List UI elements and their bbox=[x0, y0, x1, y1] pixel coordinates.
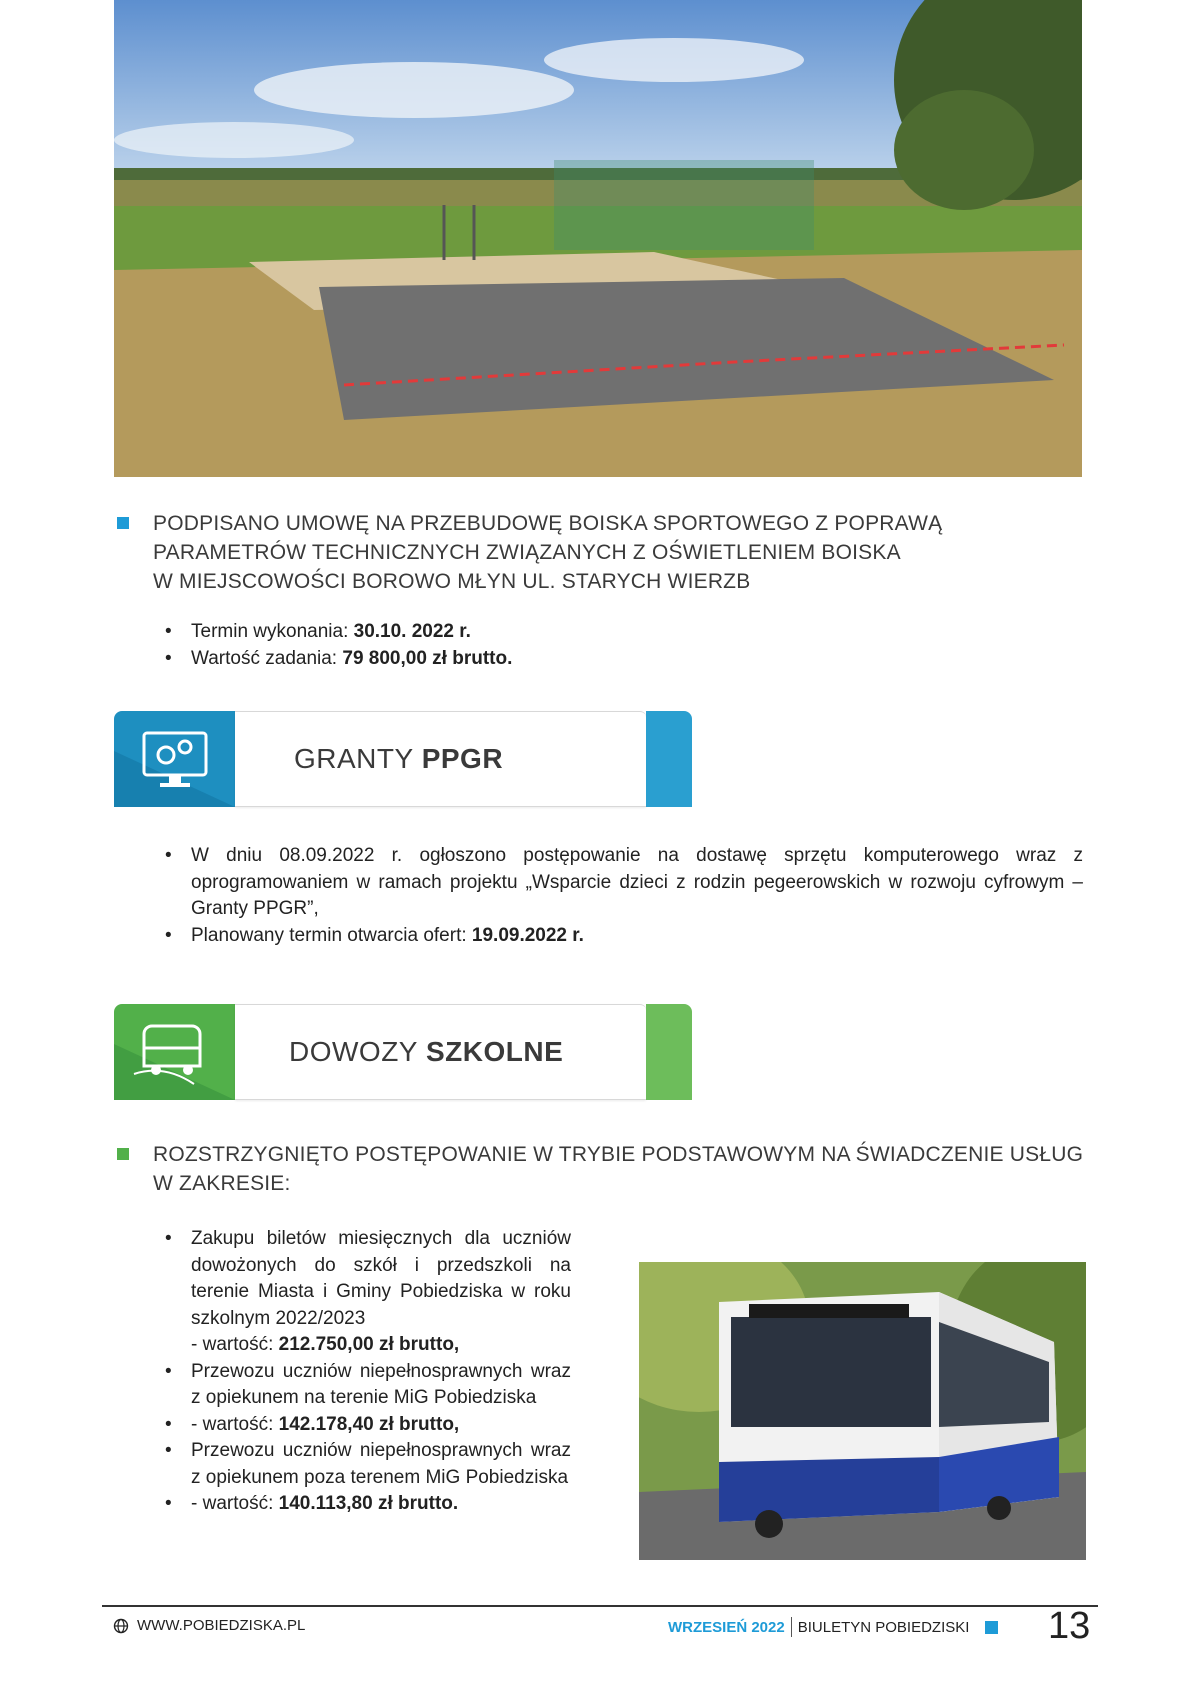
list-item: • Planowany termin otwarcia ofert: 19.09.2022 r. bbox=[163, 923, 1083, 950]
heading-line: W MIEJSCOWOŚCI BOROWO MŁYN UL. STARYCH WIERZB bbox=[153, 570, 751, 593]
square-bullet-icon bbox=[117, 1148, 129, 1160]
banner-icon-tile bbox=[114, 1004, 235, 1100]
footer-divider bbox=[102, 1605, 1098, 1607]
bus-icon bbox=[114, 1004, 235, 1100]
field-details-list bbox=[163, 619, 1063, 672]
list-item: • Zakupu biletów miesięcznych dla uczniów dowożonych do szkół i przedszkoli na terenie Miasta i Gminy Pobiedziska w roku szkolnym 2022/2023 - wartość: 212.750,00 zł brutto, bbox=[163, 1226, 571, 1359]
ppgr-details-list bbox=[163, 843, 1083, 949]
heading-line: ROZSTRZYGNIĘTO POSTĘPOWANIE W TRYBIE PODSTAWOWYM NA ŚWIADCZENIE USŁUG bbox=[153, 1143, 1084, 1166]
website-link[interactable]: WWW.POBIEDZISKA.PL bbox=[137, 1617, 306, 1634]
list-item: • - wartość: 142.178,40 zł brutto, bbox=[163, 1412, 571, 1439]
footer-website[interactable] bbox=[113, 1617, 305, 1634]
list-item: • Przewozu uczniów niepełnosprawnych wraz z opiekunem na terenie MiG Pobiedziska bbox=[163, 1359, 571, 1412]
banner-title: DOWOZY SZKOLNE bbox=[289, 1036, 564, 1067]
banner-granty-ppgr bbox=[114, 711, 692, 807]
issue-month: WRZESIEŃ 2022 bbox=[668, 1618, 785, 1636]
list-item: • Wartość zadania: 79 800,00 zł brutto. bbox=[163, 646, 1063, 673]
banner-end-bar bbox=[646, 1004, 692, 1100]
list-item: • Termin wykonania: 30.10. 2022 r. bbox=[163, 619, 1063, 646]
banner-end-bar bbox=[646, 711, 692, 807]
list-item: • Przewozu uczniów niepełnosprawnych wraz z opiekunem poza terenem MiG Pobiedziska bbox=[163, 1438, 571, 1491]
transport-details-list bbox=[163, 1226, 571, 1518]
bulletin-name: BIULETYN POBIEDZISKI bbox=[797, 1618, 970, 1636]
computer-gears-icon bbox=[114, 711, 235, 807]
heading-line: W ZAKRESIE: bbox=[153, 1172, 291, 1195]
page-number: 13 bbox=[1048, 1605, 1091, 1647]
banner-title: GRANTY PPGR bbox=[294, 743, 504, 774]
footer-separator bbox=[791, 1617, 792, 1637]
field-photo bbox=[114, 0, 1082, 477]
heading-line: PODPISANO UMOWĘ NA PRZEBUDOWĘ BOISKA SPORTOWEGO Z POPRAWĄ bbox=[153, 512, 943, 535]
banner-icon-tile bbox=[114, 711, 235, 807]
list-item: • - wartość: 140.113,80 zł brutto. bbox=[163, 1491, 571, 1518]
banner-dowozy-szkolne bbox=[114, 1004, 692, 1100]
footer-square-icon bbox=[985, 1621, 998, 1634]
square-bullet-icon bbox=[117, 517, 129, 529]
heading-line: PARAMETRÓW TECHNICZNYCH ZWIĄZANYCH Z OŚWIETLENIEM BOISKA bbox=[153, 541, 901, 564]
list-item: • W dniu 08.09.2022 r. ogłoszono postępowanie na dostawę sprzętu komputerowego wraz z oprogramowaniem w ramach projektu „Wsparcie dzieci z rodzin pegeerowskich w rozwoju cyfrowym – Granty PPGR”, bbox=[163, 843, 1083, 923]
globe-icon bbox=[113, 1618, 129, 1634]
footer-issue bbox=[668, 1610, 998, 1644]
bus-photo bbox=[639, 1262, 1086, 1560]
